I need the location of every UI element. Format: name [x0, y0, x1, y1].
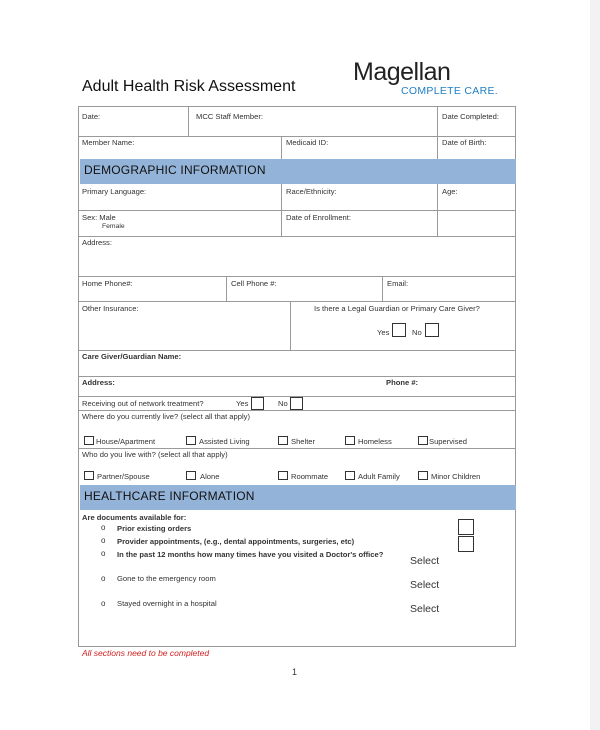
out-of-network-question: Receiving out of network treatment?: [82, 399, 204, 408]
logo-wordmark: Magellan: [353, 58, 451, 86]
race-ethnicity-field[interactable]: Race/Ethnicity:: [286, 187, 337, 196]
demographic-heading: DEMOGRAPHIC INFORMATION: [84, 163, 266, 177]
enrollment-date-field[interactable]: Date of Enrollment:: [286, 213, 351, 222]
staff-member-field[interactable]: MCC Staff Member:: [196, 112, 263, 121]
live-with-question: Who do you live with? (select all that apply): [82, 450, 228, 459]
page-number: 1: [292, 667, 298, 677]
shelter-label: Shelter: [291, 437, 316, 446]
provider-appointments-item: Provider appointments, (e.g., dental appointments, surgeries, etc): [117, 537, 355, 546]
completion-note: All sections need to be completed: [82, 648, 210, 658]
date-completed-field[interactable]: Date Completed:: [442, 112, 499, 121]
hospital-overnight-item: Stayed overnight in a hospital: [117, 599, 217, 608]
healthcare-heading: HEALTHCARE INFORMATION: [84, 489, 255, 503]
bullet-icon: o: [101, 574, 106, 583]
alone-checkbox[interactable]: [186, 471, 196, 480]
bullet-icon: o: [101, 536, 106, 545]
guardian-no-checkbox[interactable]: [425, 323, 439, 337]
homeless-label: Homeless: [358, 437, 392, 446]
doctor-visits-select[interactable]: Select: [410, 555, 440, 567]
caregiver-phone-field[interactable]: Phone #:: [386, 378, 419, 387]
emergency-room-select[interactable]: Select: [410, 579, 440, 591]
member-name-field[interactable]: Member Name:: [82, 138, 135, 147]
guardian-yes-label: Yes: [377, 328, 390, 337]
roommate-checkbox[interactable]: [278, 471, 288, 480]
supervised-label: Supervised: [429, 437, 467, 446]
emergency-room-item: Gone to the emergency room: [117, 574, 216, 583]
magellan-logo: [353, 60, 498, 97]
sex-male-option[interactable]: Sex: Male: [82, 213, 116, 222]
bullet-icon: o: [101, 549, 106, 558]
logo-tagline: COMPLETE CARE.: [401, 85, 498, 97]
provider-appointments-checkbox[interactable]: [458, 536, 474, 552]
oon-no-checkbox[interactable]: [290, 397, 303, 410]
partner-spouse-label: Partner/Spouse: [97, 472, 150, 481]
date-of-birth-field[interactable]: Date of Birth:: [442, 138, 487, 147]
other-insurance-field[interactable]: Other Insurance:: [82, 304, 139, 313]
bullet-icon: o: [101, 599, 106, 608]
live-where-question: Where do you currently live? (select all that apply): [82, 412, 250, 421]
documents-question: Are documents available for:: [82, 513, 187, 522]
guardian-yes-checkbox[interactable]: [392, 323, 406, 337]
oon-no-label: No: [278, 399, 288, 408]
supervised-checkbox[interactable]: [418, 436, 428, 445]
partner-spouse-checkbox[interactable]: [84, 471, 94, 480]
prior-orders-checkbox[interactable]: [458, 519, 474, 535]
house-apartment-label: House/Apartment: [96, 437, 156, 446]
hospital-overnight-select[interactable]: Select: [410, 603, 440, 615]
address-field[interactable]: Address:: [82, 238, 112, 247]
age-field[interactable]: Age:: [442, 187, 458, 196]
minor-children-checkbox[interactable]: [418, 471, 428, 480]
assisted-living-label: Assisted Living: [199, 437, 250, 446]
oon-yes-checkbox[interactable]: [251, 397, 264, 410]
medicaid-id-field[interactable]: Medicaid ID:: [286, 138, 329, 147]
cell-phone-field[interactable]: Cell Phone #:: [231, 279, 277, 288]
caregiver-name-field[interactable]: Care Giver/Guardian Name:: [82, 352, 182, 361]
page-title: Adult Health Risk Assessment: [82, 78, 296, 95]
minor-children-label: Minor Children: [431, 472, 481, 481]
demographic-section-header: [80, 159, 516, 184]
alone-label: Alone: [200, 472, 220, 481]
assessment-form: [78, 106, 516, 647]
sex-female-option[interactable]: Female: [102, 223, 125, 230]
assisted-living-checkbox[interactable]: [186, 436, 196, 445]
house-apartment-checkbox[interactable]: [84, 436, 94, 445]
shelter-checkbox[interactable]: [278, 436, 288, 445]
adult-family-label: Adult Family: [358, 472, 400, 481]
adult-family-checkbox[interactable]: [345, 471, 355, 480]
caregiver-address-field[interactable]: Address:: [82, 378, 115, 387]
guardian-no-label: No: [412, 328, 422, 337]
oon-yes-label: Yes: [236, 399, 249, 408]
doctor-visits-item: In the past 12 months how many times have you visited a Doctor's office?: [117, 550, 384, 559]
bullet-icon: o: [101, 523, 106, 532]
primary-language-field[interactable]: Primary Language:: [82, 187, 147, 196]
prior-orders-item: Prior existing orders: [117, 524, 192, 533]
homeless-checkbox[interactable]: [345, 436, 355, 445]
email-field[interactable]: Email:: [387, 279, 409, 288]
guardian-question: Is there a Legal Guardian or Primary Care Giver?: [314, 304, 480, 313]
home-phone-field[interactable]: Home Phone#:: [82, 279, 133, 288]
date-field[interactable]: Date:: [82, 112, 101, 121]
healthcare-section-header: [80, 485, 516, 510]
roommate-label: Roommate: [291, 472, 329, 481]
